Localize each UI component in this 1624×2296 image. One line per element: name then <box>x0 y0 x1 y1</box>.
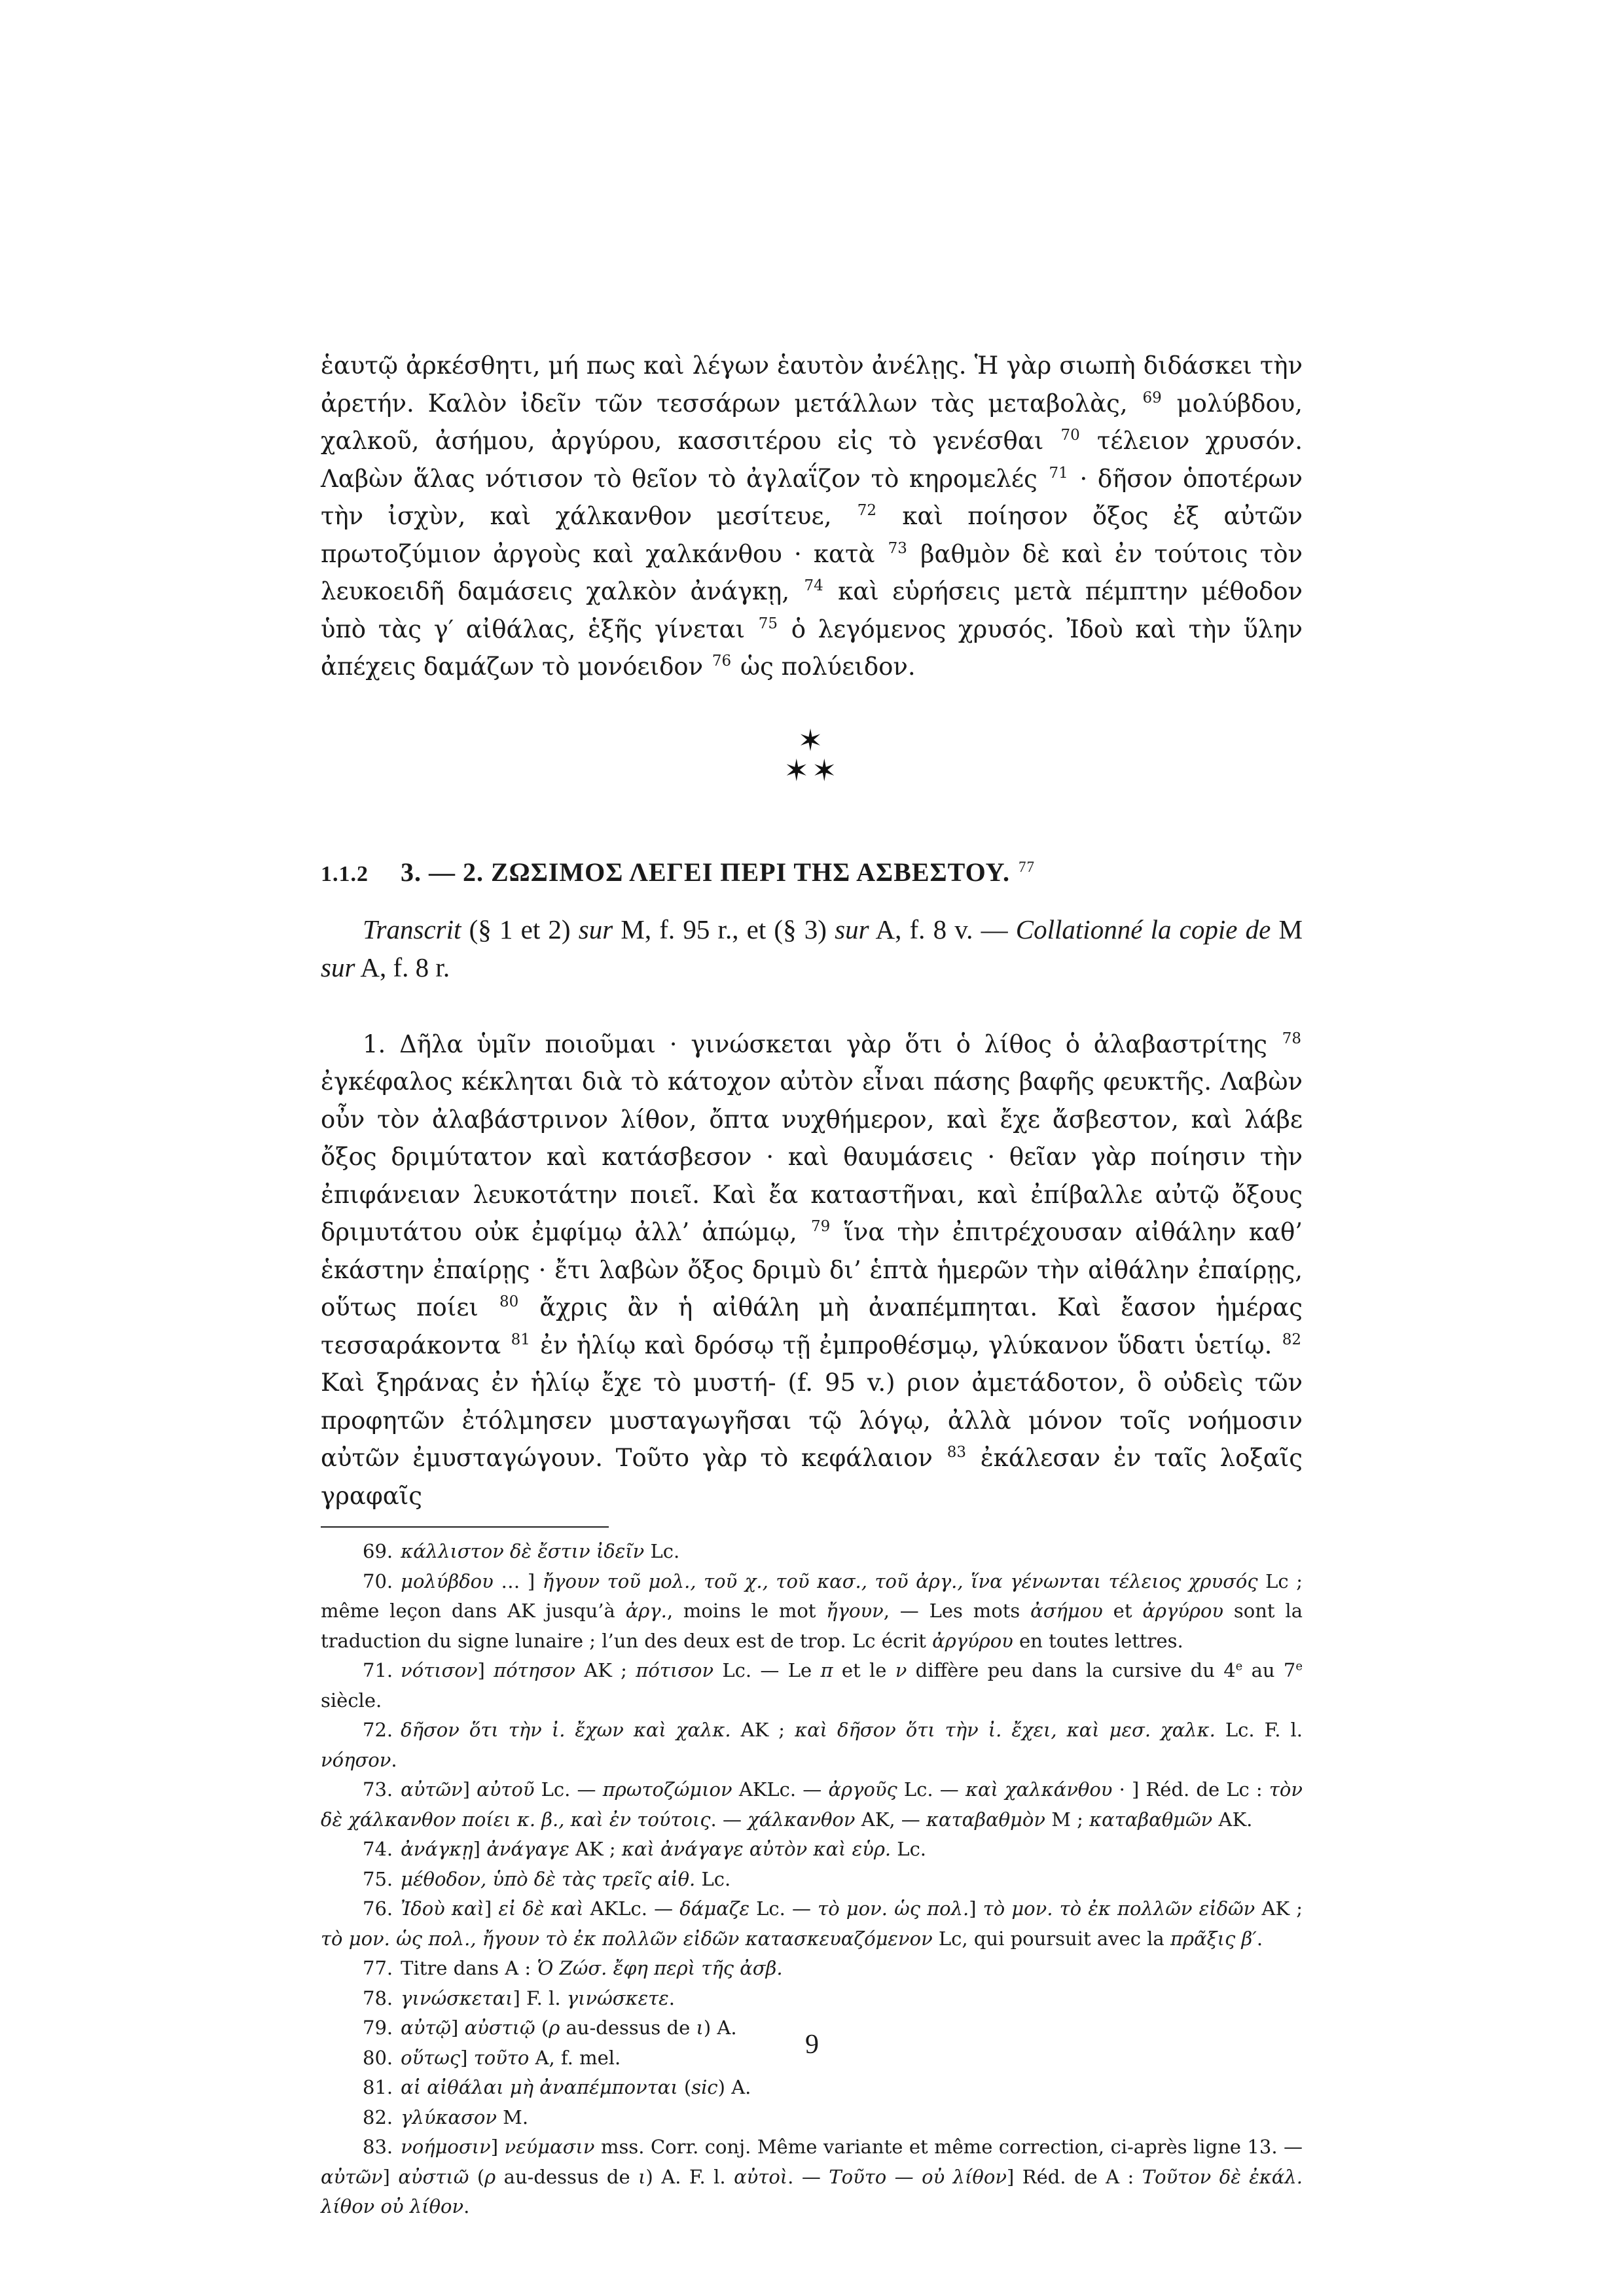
italic-text: Ὁ Ζώσ. ἔφη περὶ τῆς ἀσβ. <box>537 1957 783 1979</box>
footnote-ref[interactable]: 76 <box>712 653 732 670</box>
text-run: Lc. <box>891 1838 927 1860</box>
italic-text: π <box>820 1659 833 1681</box>
text-run: en toutes lettres. <box>1013 1629 1183 1652</box>
text-run: Lc, qui poursuit avec la <box>932 1927 1170 1950</box>
italic-text: ρ <box>484 2165 496 2188</box>
italic-text: οὕτως <box>401 2046 461 2069</box>
section-heading <box>321 856 1303 891</box>
section-title <box>401 856 1036 889</box>
text-run: ἄχρις ἂν ἡ αἰθάλη μὴ ἀναπέμπηται. Καὶ ἔασον ἡμέρας τεσσαράκοντα <box>321 1293 1303 1359</box>
footnote-ref[interactable]: 72 <box>857 502 877 519</box>
italic-text: Τοῦτον δὲ ἐκάλ. λίθον οὐ λίθον <box>321 2165 1303 2217</box>
footnote-number: 75. <box>363 1867 393 1890</box>
text-run: … ] <box>493 1570 543 1592</box>
italic-text: κάλλιστον δὲ ἔστιν ἰδεῖν <box>401 1540 645 1562</box>
italic-text: γλύκασον <box>401 2106 497 2128</box>
text-run: ] <box>477 1659 494 1681</box>
text-run: 1. Δῆλα ὑμῖν ποιοῦμαι · γινώσκεται γὰρ ὅτι ὁ λίθος ὁ ἀλαβαστρίτης <box>363 1030 1281 1058</box>
text-run: (§ 1 et 2) <box>461 914 579 944</box>
text-run: A, f. mel. <box>529 2046 621 2069</box>
italic-text: ἀργύρου <box>1142 1600 1224 1622</box>
italic-text: γινώσκετε <box>566 1986 669 2009</box>
text-run: A, f. 8 r. <box>355 952 450 982</box>
text-run: ] <box>969 1897 983 1920</box>
text-run: Lc. — <box>749 1897 818 1920</box>
italic-text: καταβαθμῶν <box>1089 1808 1213 1831</box>
text-run: ) A. <box>703 2017 737 2039</box>
italic-text: αὐτῶν <box>321 2165 383 2188</box>
italic-text: νόησον <box>321 1748 391 1771</box>
text-run: AK ; <box>731 1719 795 1741</box>
text-run: et <box>1102 1600 1143 1622</box>
text-run: ( <box>469 2165 485 2188</box>
italic-text: τὸν δὲ χάλκανθον ποίει κ. β., καὶ ἐν τούτοις <box>321 1778 1303 1831</box>
italic-text: ι <box>696 2017 704 2039</box>
italic-text: νότισον <box>401 1659 478 1681</box>
asterism-stars-icon: ✶✶ <box>784 752 840 788</box>
text-run: au-dessus de <box>560 2017 696 2039</box>
text-run: ἐγκέφαλος κέκληται διὰ τὸ κάτοχον αὐτὸν εἶναι πάσης βαφῆς φευκτῆς. Λαβὼν οὖν τὸν ἀλαβάστρινον λίθον, ὄπτα νυχθήμερον, καὶ ἔχε ἄσβεστον, καὶ λάβε ὄξος δριμύτατον καὶ κατάσβεσον · καὶ θαυμάσεις · θεῖαν γὰρ ποίησιν τὴν ἐπιφάνειαν λευκοτάτην ποιεῖ. Καὶ ἔα καταστῆναι, καὶ ἐπίβαλλε αὐτῷ ὄξους δριμυτάτου οὐκ ἐμφίμῳ ἀλλ’ ἀπώμῳ, <box>321 1067 1303 1246</box>
italic-text: sic <box>691 2076 718 2098</box>
section-number: 1.1.2 <box>321 861 369 886</box>
footnote-ref[interactable]: 83 <box>947 1444 967 1461</box>
italic-text: εἰ δὲ καὶ <box>498 1897 584 1920</box>
italic-text: ἀσήμου <box>1030 1600 1103 1622</box>
footnote-number: 83. <box>363 2136 393 2158</box>
text-run: AK ; <box>1255 1897 1303 1920</box>
italic-text: νοήμοσιν <box>401 2136 491 2158</box>
italic-text: αὐτοῦ <box>477 1778 535 1801</box>
footnote-item <box>321 1835 1303 1865</box>
page-content <box>321 347 1303 2222</box>
italic-text: αὐτῶν <box>401 1778 463 1801</box>
italic-text: τὸ μον. ὡς πολ. <box>818 1897 969 1920</box>
italic-text: sur <box>321 952 355 982</box>
footnote-ref[interactable]: 75 <box>758 615 778 632</box>
text-run: Lc. — <box>534 1778 603 1801</box>
text-run: ἐν ἡλίῳ καὶ δρόσῳ τῇ ἐμπροθέσμῳ, γλύκανον ὕδατι ὑετίῳ. <box>531 1331 1281 1359</box>
footnote-ref[interactable]: 70 <box>1060 427 1080 444</box>
footnote-ref[interactable]: 82 <box>1282 1331 1301 1348</box>
footnote-number: 71. <box>363 1659 393 1681</box>
text-run: . — <box>787 2165 829 2188</box>
superscript: e <box>1235 1659 1243 1674</box>
text-run: et le <box>833 1659 895 1681</box>
text-run: , moins le mot <box>666 1600 827 1622</box>
text-run: ] <box>462 1778 477 1801</box>
section-break-ornament <box>321 722 1303 788</box>
text-run: AK ; <box>575 1659 636 1681</box>
text-run: Lc. <box>695 1867 731 1890</box>
continuation-paragraph <box>321 347 1303 686</box>
italic-text: χάλκανθον <box>748 1808 856 1831</box>
italic-text: πρωτοζώμιον <box>602 1778 732 1801</box>
text-run: ) A. F. l. <box>645 2165 734 2188</box>
italic-text: ι <box>638 2165 646 2188</box>
italic-text: τὸ μον. τὸ ἐκ πολλῶν εἰδῶν <box>983 1897 1255 1920</box>
italic-text: ἀνάγκῃ <box>401 1838 473 1860</box>
italic-text: καταβαθμὸν <box>926 1808 1045 1831</box>
text-run: ] <box>484 1897 499 1920</box>
footnote-number: 82. <box>363 2106 393 2128</box>
italic-text: καὶ χαλκάνθου <box>965 1778 1113 1801</box>
italic-text: ρ <box>549 2017 560 2039</box>
text-run: Lc. <box>644 1540 680 1562</box>
text-run: M ; <box>1045 1808 1090 1831</box>
transcription-note <box>321 910 1303 986</box>
text-run: ] F. l. <box>513 1986 567 2009</box>
footnote-ref[interactable]: 81 <box>511 1331 530 1348</box>
italic-text: καὶ δῆσον ὅτι τὴν ἰ. ἔχει, καὶ μεσ. χαλκ. <box>795 1719 1216 1741</box>
text-run: AKLc. — <box>583 1897 680 1920</box>
italic-text: Ἰδοὺ καὶ <box>401 1897 484 1920</box>
text-run: , — Les mots <box>883 1600 1031 1622</box>
italic-text: ἤγουν τοῦ μολ., τοῦ χ., τοῦ κασ., τοῦ ἀργ., ἵνα γένωνται τέλειος χρυσός <box>542 1570 1258 1592</box>
text-run: sont la traduction du signe lunaire ; l’un des deux est de trop. Lc écrit <box>321 1600 1303 1652</box>
footnote-number: 76. <box>363 1897 393 1920</box>
italic-text: αὐτοὶ <box>734 2165 788 2188</box>
text-run: μολύβδου, χαλκοῦ, ἀσήμου, ἀργύρου, κασσιτέρου εἰς τὸ γενέσθαι <box>321 389 1303 455</box>
italic-text: τοῦτο <box>473 2046 530 2069</box>
footnote-number: 79. <box>363 2017 393 2039</box>
text-run: βαθμὸν δὲ καὶ ἐν τούτοις τὸν λευκοειδῆ δαμάσεις χαλκὸν ἀνάγκῃ, <box>321 539 1303 605</box>
paragraph-1 <box>321 1026 1303 1515</box>
text-run: τέλειον χρυσόν. Λαβὼν ἅλας νότισον τὸ θεῖον τὸ ἀγλαΐζον τὸ κηρομελές <box>321 427 1303 493</box>
text-run: ] <box>451 2017 465 2039</box>
text-run: M, f. 95 r., et (§ 3) <box>613 914 835 944</box>
italic-text: αὐτῷ <box>401 2017 452 2039</box>
text-run: Titre dans A : <box>401 1957 537 1979</box>
text-run: M <box>1271 914 1303 944</box>
footnote-number: 69. <box>363 1540 393 1562</box>
text-run: Lc. — Le <box>713 1659 821 1681</box>
text-run: ] <box>490 2136 505 2158</box>
text-run: au 7 <box>1242 1659 1296 1681</box>
text-run: ] <box>460 2046 474 2069</box>
text-run: siècle. <box>321 1689 382 1712</box>
footnote-number: 81. <box>363 2076 393 2098</box>
italic-text: sur <box>578 914 613 944</box>
asterism-star-icon: ✶ <box>797 722 826 758</box>
text-run: . <box>1256 1927 1263 1950</box>
footnote-ref[interactable]: 71 <box>1049 464 1068 482</box>
footnote-item <box>321 1656 1303 1715</box>
section-title-text: 3. — 2. ΖΩΣΙΜΟΣ ΛΕΓΕΙ ΠΕΡΙ ΤΗΣ ΑΣΒΕΣΤΟΥ. <box>401 857 1010 887</box>
text-run: AK. <box>1212 1808 1253 1831</box>
text-run: ( <box>677 2076 692 2098</box>
footnote-ref[interactable]: 73 <box>888 539 907 557</box>
italic-text: γινώσκεται <box>401 1986 513 2009</box>
footnote-ref[interactable]: 80 <box>499 1293 519 1310</box>
text-run: ἐκάλεσαν ἐν ταῖς λοξαῖς γραφαῖς <box>321 1444 1303 1510</box>
footnote-ref[interactable]: 69 <box>1142 389 1162 406</box>
italic-text: καὶ ἀνάγαγε αὐτὸν καὶ εὑρ. <box>621 1838 892 1860</box>
text-run: ] <box>382 2165 399 2188</box>
text-run: καὶ εὑρήσεις μετὰ πέμπτην μέθοδον ὑπὸ τὰς γ′ αἰθάλας, ἑξῆς γίνεται <box>321 577 1303 643</box>
footnote-item <box>321 1894 1303 1954</box>
text-run: Lc. F. l. <box>1215 1719 1303 1741</box>
text-run: Lc ; même leçon dans AK jusqu’à <box>321 1570 1303 1622</box>
text-run: mss. Corr. conj. Même variante et même correction, ci-après ligne 13. — <box>594 2136 1303 2158</box>
footnote-ref[interactable]: 77 <box>1018 858 1035 875</box>
italic-text: δῆσον ὅτι τὴν ἰ. ἔχων καὶ χαλκ. <box>401 1719 731 1741</box>
italic-text: νεύμασιν <box>504 2136 595 2158</box>
text-run: Καὶ ξηράνας ἐν ἡλίῳ ἔχε τὸ μυστή- (f. 95 v.) ριον ἀμετάδοτον, ὃ οὐδεὶς τῶν προφητῶν ἐτόλμησεν μυσταγωγῆσαι τῷ λόγῳ, ἀλλὰ μόνον τοῖς νοήμοσιν αὐτῶν ἐμυσταγώγουν. Τοῦτο γὰρ τὸ κεφάλαιον <box>321 1369 1303 1472</box>
italic-text: αὐστιῷ <box>464 2017 535 2039</box>
italic-text: ἀνάγαγε <box>486 1838 569 1860</box>
text-run: ὡς πολύειδον. <box>732 653 916 681</box>
text-run: . — <box>710 1808 748 1831</box>
text-run: · δῆσον ὁποτέρων τὴν ἰσχὺν, καὶ χάλκανθον μεσίτευε, <box>321 464 1303 530</box>
footnote-item <box>321 1865 1303 1895</box>
footnote-divider <box>321 1526 609 1528</box>
text-run: ἑαυτῷ ἀρκέσθητι, μή πως καὶ λέγων ἑαυτὸν ἀνέλῃς. Ἡ γὰρ σιωπὴ διδάσκει τὴν ἀρετήν. Καλὸν ἰδεῖν τῶν τεσσάρων μετάλλων τὰς μεταβολὰς, <box>321 351 1303 418</box>
text-run: Lc. — <box>897 1778 965 1801</box>
text-run: AKLc. — <box>732 1778 829 1801</box>
text-run: diffère peu dans la cursive du 4 <box>907 1659 1236 1681</box>
text-run: . <box>668 1986 675 2009</box>
italic-text: αὐστιῶ <box>398 2165 469 2188</box>
footnote-number: 74. <box>363 1838 393 1860</box>
footnote-number: 77. <box>363 1957 393 1979</box>
footnote-item <box>321 1954 1303 1984</box>
italic-text: Collationné la copie de <box>1015 914 1271 944</box>
text-run: A, f. 8 v. — <box>869 914 1016 944</box>
text-run: . <box>463 2195 470 2217</box>
italic-text: Τοῦτο — οὐ λίθον <box>829 2165 1007 2188</box>
italic-text: πότησον <box>494 1659 575 1681</box>
text-run: ] <box>473 1838 487 1860</box>
text-run: au-dessus de <box>496 2165 639 2188</box>
italic-text: μολύβδου <box>401 1570 494 1592</box>
text-run: · ] Réd. de Lc : <box>1112 1778 1269 1801</box>
text-run: καὶ ποίησον ὄξος ἐξ αὐτῶν πρωτοζύμιον ἀργοὺς καὶ χαλκάνθου · κατὰ <box>321 502 1303 568</box>
footnote-number: 78. <box>363 1986 393 2009</box>
footnote-item <box>321 2073 1303 2103</box>
text-run: . <box>391 1748 397 1771</box>
text-run: AK ; <box>569 1838 622 1860</box>
footnote-ref[interactable]: 78 <box>1282 1030 1301 1047</box>
italic-text: ἀργύρου <box>932 1629 1013 1652</box>
footnote-ref[interactable]: 74 <box>804 577 823 594</box>
italic-text: πρᾶξις β′ <box>1170 1927 1257 1950</box>
footnote-number: 80. <box>363 2046 393 2069</box>
text-run: ( <box>535 2017 549 2039</box>
text-run: AK, — <box>855 1808 927 1831</box>
footnote-number: 72. <box>363 1719 393 1741</box>
page-number: 9 <box>805 2030 819 2060</box>
footnote-item <box>321 1537 1303 1567</box>
italic-text: ἀργ. <box>625 1600 667 1622</box>
italic-text: ἀργοῦς <box>828 1778 897 1801</box>
italic-text: ἤγουν <box>826 1600 884 1622</box>
italic-text: Transcrit <box>363 914 461 944</box>
italic-text: δάμαζε <box>679 1897 750 1920</box>
italic-text: μέθοδον, ὑπὸ δὲ τὰς τρεῖς αἰθ. <box>401 1867 696 1890</box>
text-run: ] Réd. de A : <box>1006 2165 1142 2188</box>
italic-text: sur <box>835 914 869 944</box>
text-run: ὁ λεγόμενος χρυσός. Ἰδοὺ καὶ τὴν ὕλην ἀπέχεις δαμάζων τὸ μονόειδον <box>321 615 1303 681</box>
footnote-item <box>321 1984 1303 2014</box>
footnote-item <box>321 2132 1303 2222</box>
footnote-number: 70. <box>363 1570 393 1592</box>
superscript: e <box>1295 1659 1303 1674</box>
text-run: ἵνα τὴν ἐπιτρέχουσαν αἰθάλην καθ’ ἑκάστην ἐπαίρῃς · ἔτι λαβὼν ὄξος δριμὺ δι’ ἑπτὰ ἡμερῶν τὴν αἰθάλην ἐπαίρῃς, οὕτως ποίει <box>321 1218 1303 1321</box>
footnote-ref[interactable]: 79 <box>810 1218 831 1235</box>
italic-text: αἱ αἰθάλαι μὴ ἀναπέμπονται <box>401 2076 678 2098</box>
footnotes-list <box>321 1537 1303 2222</box>
text-run: M. <box>496 2106 529 2128</box>
footnote-item <box>321 1567 1303 1657</box>
footnote-number: 73. <box>363 1778 393 1801</box>
footnote-item <box>321 2103 1303 2133</box>
footnote-item <box>321 1715 1303 1775</box>
italic-text: τὸ μον. ὡς πολ., ἤγουν τὸ ἐκ πολλῶν εἰδῶν κατασκευαζόμενον <box>321 1927 933 1950</box>
italic-text: πότισον <box>636 1659 714 1681</box>
text-run: ) A. <box>717 2076 751 2098</box>
footnote-item <box>321 1775 1303 1835</box>
italic-text: ν <box>895 1659 907 1681</box>
